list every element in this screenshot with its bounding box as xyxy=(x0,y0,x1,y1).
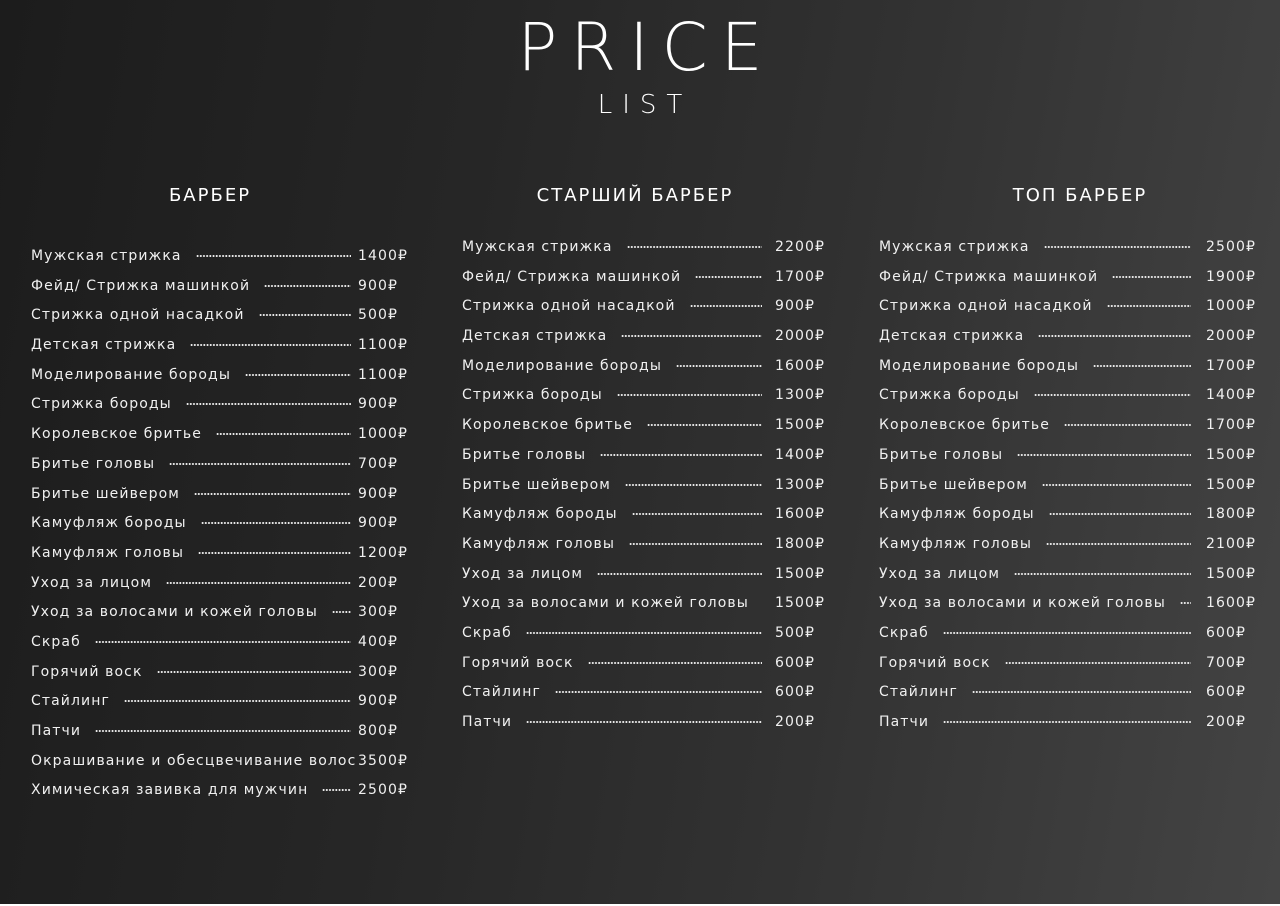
service-price: 1500₽ xyxy=(1206,565,1257,582)
service-name: Патчи xyxy=(31,723,82,739)
list-item xyxy=(462,445,842,475)
dot-leader xyxy=(1180,602,1191,604)
dot-leader xyxy=(186,403,351,405)
list-item xyxy=(879,296,1269,326)
service-name: Стайлинг xyxy=(462,684,541,701)
service-price: 800₽ xyxy=(358,723,399,739)
dot-leader xyxy=(1014,573,1191,575)
service-name: Стрижка одной насадкой xyxy=(462,298,676,315)
service-name: Мужская стрижка xyxy=(462,239,613,255)
dot-leader xyxy=(625,484,762,486)
dot-leader xyxy=(259,314,351,316)
price-list-barber xyxy=(31,246,421,810)
service-price: 900₽ xyxy=(358,277,399,294)
service-price: 300₽ xyxy=(358,604,399,621)
dot-leader xyxy=(600,454,762,456)
list-item xyxy=(31,780,421,810)
list-item xyxy=(462,564,842,594)
service-price: 500₽ xyxy=(775,624,816,641)
dot-leader xyxy=(201,522,351,524)
dot-leader xyxy=(695,276,762,278)
service-price: 900₽ xyxy=(358,485,399,502)
dot-leader xyxy=(157,671,351,673)
service-name: Детская стрижка xyxy=(462,328,608,345)
service-price: 1100₽ xyxy=(358,337,409,354)
dot-leader xyxy=(245,374,351,376)
service-name: Королевское бритье xyxy=(462,417,633,434)
service-name: Стайлинг xyxy=(879,684,958,701)
page-title: PRICE xyxy=(517,9,776,86)
service-price: 1000₽ xyxy=(1206,298,1257,315)
column-heading-senior-barber: СТАРШИЙ БАРБЕР xyxy=(536,185,734,206)
list-item xyxy=(879,356,1269,386)
list-item xyxy=(879,564,1269,594)
dot-leader xyxy=(1017,454,1191,456)
service-name: Скраб xyxy=(31,633,81,650)
service-name: Бритье шейвером xyxy=(462,476,611,493)
list-item xyxy=(31,632,421,662)
dot-leader xyxy=(676,365,762,367)
service-name: Окрашивание и обесцвечивание волос xyxy=(31,752,357,769)
list-item xyxy=(879,653,1269,683)
list-item xyxy=(462,326,842,356)
dot-leader xyxy=(1038,335,1191,337)
dot-leader xyxy=(194,493,351,495)
list-item xyxy=(879,682,1269,712)
service-name: Уход за лицом xyxy=(31,574,152,591)
list-item xyxy=(462,534,842,564)
price-list-top-barber xyxy=(879,237,1269,742)
dot-leader xyxy=(597,573,762,575)
service-name: Фейд/ Стрижка машинкой xyxy=(31,277,251,294)
column-heading-barber: БАРБЕР xyxy=(168,185,252,206)
service-name: Бритье головы xyxy=(31,455,156,472)
service-price: 1500₽ xyxy=(1206,476,1257,493)
list-item xyxy=(31,691,421,721)
list-item xyxy=(31,662,421,692)
service-price: 1600₽ xyxy=(1206,595,1257,612)
list-item xyxy=(31,602,421,632)
dot-leader xyxy=(196,255,351,257)
service-price: 1700₽ xyxy=(1206,357,1257,374)
service-price: 1900₽ xyxy=(1206,268,1257,285)
service-price: 300₽ xyxy=(358,663,399,680)
dot-leader xyxy=(1034,394,1191,396)
list-item xyxy=(31,276,421,306)
service-name: Горячий воск xyxy=(31,663,143,680)
dot-leader xyxy=(166,582,351,584)
service-price: 1700₽ xyxy=(1206,417,1257,434)
service-name: Камуфляж головы xyxy=(462,535,616,552)
list-item xyxy=(31,454,421,484)
dot-leader xyxy=(943,632,1191,634)
list-item xyxy=(879,475,1269,505)
service-price: 400₽ xyxy=(358,633,399,650)
service-name: Уход за волосами и кожей головы xyxy=(462,595,749,612)
list-item xyxy=(462,504,842,534)
service-name: Уход за лицом xyxy=(879,565,1000,582)
service-name: Камуфляж бороды xyxy=(31,515,187,532)
list-item xyxy=(879,415,1269,445)
service-price: 3500₽ xyxy=(358,752,409,769)
list-item xyxy=(462,593,842,623)
list-item xyxy=(462,267,842,297)
list-item xyxy=(462,682,842,712)
service-price: 1500₽ xyxy=(775,595,826,612)
service-name: Скраб xyxy=(462,624,512,641)
service-price: 900₽ xyxy=(775,298,816,315)
service-price: 2100₽ xyxy=(1206,535,1257,552)
service-price: 1500₽ xyxy=(1206,446,1257,463)
list-item xyxy=(31,573,421,603)
dot-leader xyxy=(198,552,351,554)
list-item xyxy=(879,593,1269,623)
list-item xyxy=(879,326,1269,356)
service-name: Стрижка одной насадкой xyxy=(31,307,245,324)
price-list-senior-barber xyxy=(462,237,842,742)
list-item xyxy=(31,751,421,781)
service-price: 1400₽ xyxy=(358,248,409,264)
list-item xyxy=(879,445,1269,475)
service-name: Бритье головы xyxy=(879,446,1004,463)
dot-leader xyxy=(627,246,762,248)
dot-leader xyxy=(95,641,351,643)
list-item xyxy=(31,365,421,395)
list-item xyxy=(462,296,842,326)
list-item xyxy=(879,712,1269,742)
service-name: Стайлинг xyxy=(31,693,110,710)
service-price: 1800₽ xyxy=(1206,506,1257,523)
dot-leader xyxy=(216,433,351,435)
dot-leader xyxy=(264,285,351,287)
service-name: Мужская стрижка xyxy=(879,239,1030,255)
service-name: Бритье головы xyxy=(462,446,587,463)
service-name: Химическая завивка для мужчин xyxy=(31,782,309,799)
service-price: 1700₽ xyxy=(775,268,826,285)
service-name: Уход за волосами и кожей головы xyxy=(879,595,1166,612)
service-name: Моделирование бороды xyxy=(879,357,1079,374)
service-price: 2200₽ xyxy=(775,239,826,255)
service-price: 200₽ xyxy=(1206,714,1247,730)
service-name: Камуфляж головы xyxy=(879,535,1033,552)
service-price: 600₽ xyxy=(1206,684,1247,701)
service-price: 2000₽ xyxy=(775,328,826,345)
service-name: Уход за лицом xyxy=(462,565,583,582)
service-name: Бритье шейвером xyxy=(879,476,1028,493)
page-subtitle: LIST xyxy=(597,90,693,120)
column-heading-top-barber: ТОП БАРБЕР xyxy=(1012,185,1148,206)
service-price: 1300₽ xyxy=(775,387,826,404)
dot-leader xyxy=(1005,662,1191,664)
service-name: Моделирование бороды xyxy=(462,357,662,374)
service-price: 1000₽ xyxy=(358,426,409,443)
service-price: 900₽ xyxy=(358,693,399,710)
service-name: Стрижка одной насадкой xyxy=(879,298,1093,315)
service-price: 1100₽ xyxy=(358,366,409,383)
service-price: 2500₽ xyxy=(1206,239,1257,255)
service-price: 700₽ xyxy=(358,455,399,472)
dot-leader xyxy=(647,424,762,426)
service-price: 1600₽ xyxy=(775,357,826,374)
service-price: 600₽ xyxy=(775,684,816,701)
service-name: Горячий воск xyxy=(879,654,991,671)
service-price: 1600₽ xyxy=(775,506,826,523)
dot-leader xyxy=(943,721,1191,723)
dot-leader xyxy=(1107,305,1191,307)
list-item xyxy=(879,385,1269,415)
list-item xyxy=(462,712,842,742)
service-price: 700₽ xyxy=(1206,654,1247,671)
service-price: 200₽ xyxy=(358,574,399,591)
service-price: 500₽ xyxy=(358,307,399,324)
service-name: Стрижка бороды xyxy=(879,387,1020,404)
service-name: Моделирование бороды xyxy=(31,366,231,383)
service-name: Бритье шейвером xyxy=(31,485,180,502)
service-name: Камуфляж головы xyxy=(31,544,185,561)
dot-leader xyxy=(972,691,1191,693)
service-name: Патчи xyxy=(879,714,930,730)
service-name: Детская стрижка xyxy=(879,328,1025,345)
list-item xyxy=(31,394,421,424)
dot-leader xyxy=(95,730,351,732)
service-price: 1500₽ xyxy=(775,417,826,434)
dot-leader xyxy=(169,463,351,465)
service-name: Фейд/ Стрижка машинкой xyxy=(462,268,682,285)
service-name: Мужская стрижка xyxy=(31,248,182,264)
list-item xyxy=(879,267,1269,297)
list-item xyxy=(31,484,421,514)
list-item xyxy=(31,513,421,543)
list-item xyxy=(31,335,421,365)
list-item xyxy=(462,415,842,445)
service-name: Камуфляж бороды xyxy=(879,506,1035,523)
dot-leader xyxy=(332,611,351,613)
service-name: Камуфляж бороды xyxy=(462,506,618,523)
dot-leader xyxy=(526,721,762,723)
list-item xyxy=(879,504,1269,534)
service-price: 1200₽ xyxy=(358,544,409,561)
service-name: Стрижка бороды xyxy=(462,387,603,404)
dot-leader xyxy=(1112,276,1191,278)
service-name: Стрижка бороды xyxy=(31,396,172,413)
service-name: Патчи xyxy=(462,714,513,730)
service-price: 1500₽ xyxy=(775,565,826,582)
dot-leader xyxy=(632,513,762,515)
service-name: Детская стрижка xyxy=(31,337,177,354)
service-price: 600₽ xyxy=(1206,624,1247,641)
service-price: 1300₽ xyxy=(775,476,826,493)
list-item xyxy=(31,543,421,573)
service-name: Королевское бритье xyxy=(879,417,1050,434)
service-name: Фейд/ Стрижка машинкой xyxy=(879,268,1099,285)
list-item xyxy=(879,237,1269,267)
list-item xyxy=(31,305,421,335)
service-price: 900₽ xyxy=(358,515,399,532)
service-name: Горячий воск xyxy=(462,654,574,671)
dot-leader xyxy=(1049,513,1191,515)
service-price: 200₽ xyxy=(775,714,816,730)
service-name: Скраб xyxy=(879,624,929,641)
dot-leader xyxy=(588,662,762,664)
list-item xyxy=(31,424,421,454)
service-price: 1400₽ xyxy=(1206,387,1257,404)
service-price: 900₽ xyxy=(358,396,399,413)
service-price: 2500₽ xyxy=(358,782,409,799)
service-name: Уход за волосами и кожей головы xyxy=(31,604,318,621)
dot-leader xyxy=(629,543,762,545)
list-item xyxy=(462,385,842,415)
dot-leader xyxy=(1093,365,1191,367)
list-item xyxy=(462,623,842,653)
service-price: 1400₽ xyxy=(775,446,826,463)
list-item xyxy=(879,534,1269,564)
list-item xyxy=(31,721,421,751)
dot-leader xyxy=(1042,484,1191,486)
list-item xyxy=(462,356,842,386)
dot-leader xyxy=(526,632,762,634)
list-item xyxy=(31,246,421,276)
dot-leader xyxy=(1064,424,1191,426)
service-name: Королевское бритье xyxy=(31,426,202,443)
list-item xyxy=(462,475,842,505)
dot-leader xyxy=(190,344,351,346)
dot-leader xyxy=(621,335,762,337)
dot-leader xyxy=(124,700,351,702)
service-price: 1800₽ xyxy=(775,535,826,552)
dot-leader xyxy=(555,691,762,693)
service-price: 600₽ xyxy=(775,654,816,671)
dot-leader xyxy=(1046,543,1191,545)
dot-leader xyxy=(322,789,351,791)
list-item xyxy=(879,623,1269,653)
list-item xyxy=(462,237,842,267)
dot-leader xyxy=(1044,246,1191,248)
list-item xyxy=(462,653,842,683)
dot-leader xyxy=(690,305,762,307)
service-price: 2000₽ xyxy=(1206,328,1257,345)
dot-leader xyxy=(617,394,762,396)
